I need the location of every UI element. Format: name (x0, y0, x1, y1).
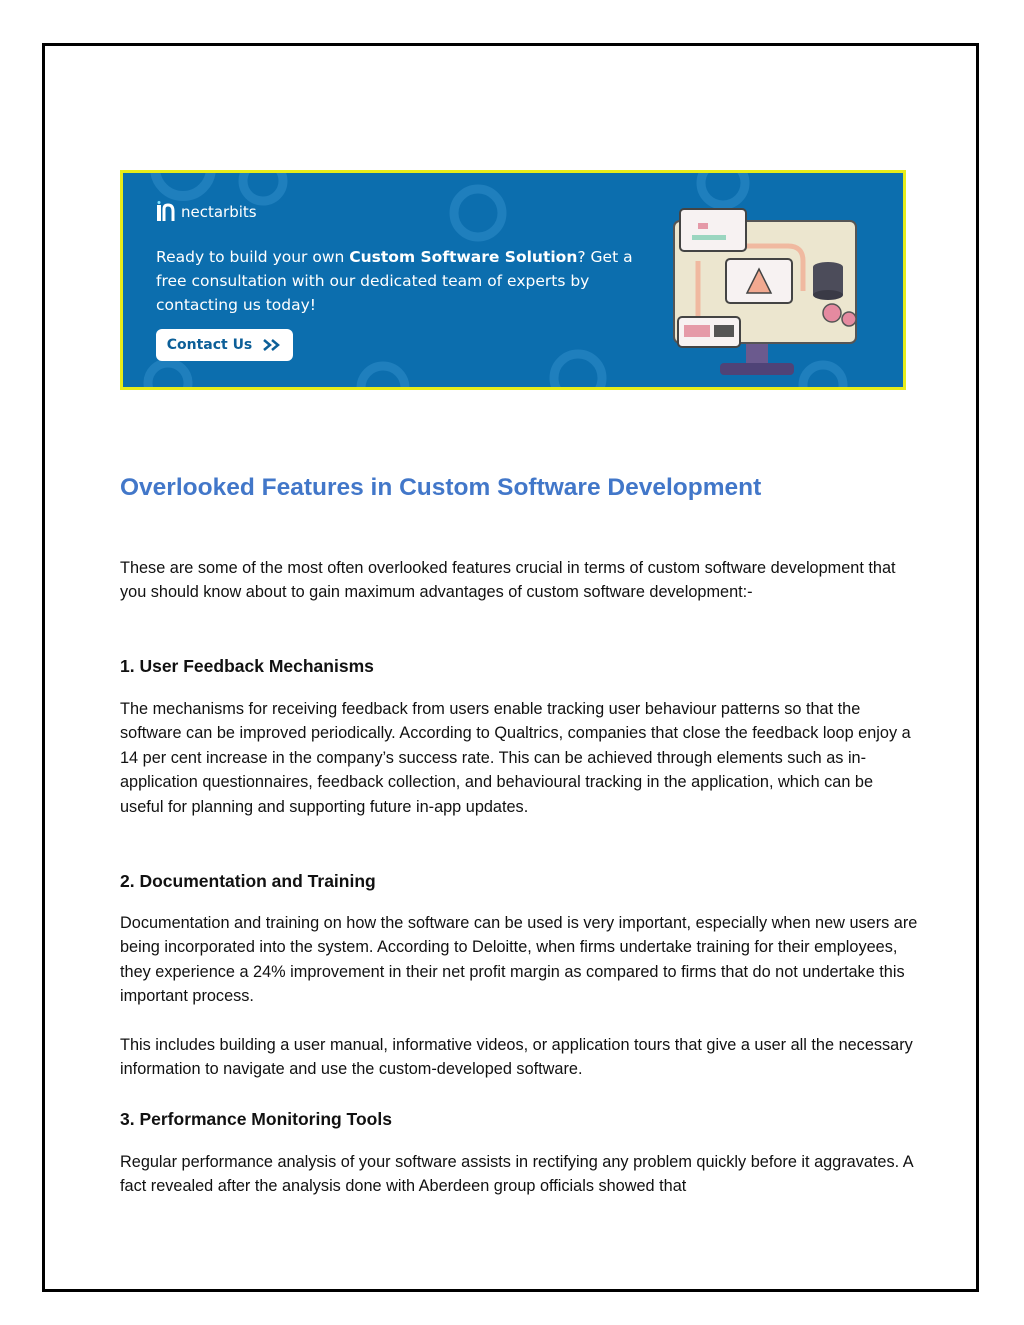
article-title: Overlooked Features in Custom Software Development (120, 474, 762, 501)
brand-logo (155, 201, 257, 223)
section-paragraph: The mechanisms for receiving feedback from users enable tracking user behaviour patterns so that the software can be improved periodically. According to Qualtrics, companies that close the feedback loop enjoy a 14 per cent increase in the company’s success rate. This can be achieved through elements such as in-application questionnaires, feedback collection, and behavioural tracking in the application, which can be useful for planning and supporting future in-app updates. (120, 700, 911, 816)
banner-text-tail: ? Get a free consultation with our dedicated team of experts by contacting us today! (156, 248, 633, 314)
section-heading-documentation: 2. Documentation and Training (120, 871, 376, 891)
section-paragraph: Documentation and training on how the software can be used is very important, especially when new users are being incorporated into the system. According to Deloitte, when firms undertake training for their employees, they experience a 24% improvement in their net profit margin as compared to firms that do not undertake this important process. (120, 914, 918, 1006)
promo-banner[interactable] (120, 170, 906, 390)
banner-text-bold: Custom Software Solution (349, 248, 578, 266)
section-paragraph: Regular performance analysis of your software assists in rectifying any problem quickly before it aggravates. A fact revealed after the analysis done with Aberdeen group officials showed that (120, 1153, 913, 1196)
section-heading-performance: 3. Performance Monitoring Tools (120, 1109, 392, 1129)
banner-text-lead: Ready to build your own (156, 248, 350, 266)
section-heading-user-feedback: 1. User Feedback Mechanisms (120, 656, 374, 676)
banner-message (156, 245, 656, 317)
brand-name: nectarbits (181, 203, 257, 221)
section-paragraph: This includes building a user manual, informative videos, or application tours that give a user all the necessary information to navigate and use the custom-developed software. (120, 1036, 913, 1079)
nectarbits-logo-icon (155, 201, 175, 223)
monitor-illustration (668, 201, 868, 381)
intro-paragraph: These are some of the most often overlooked features crucial in terms of custom software development that you should know about to gain maximum advantages of custom software development:- (120, 559, 896, 602)
contact-us-button[interactable] (156, 329, 293, 361)
contact-us-label: Contact Us (166, 337, 253, 353)
double-chevron-right-icon (262, 338, 282, 352)
